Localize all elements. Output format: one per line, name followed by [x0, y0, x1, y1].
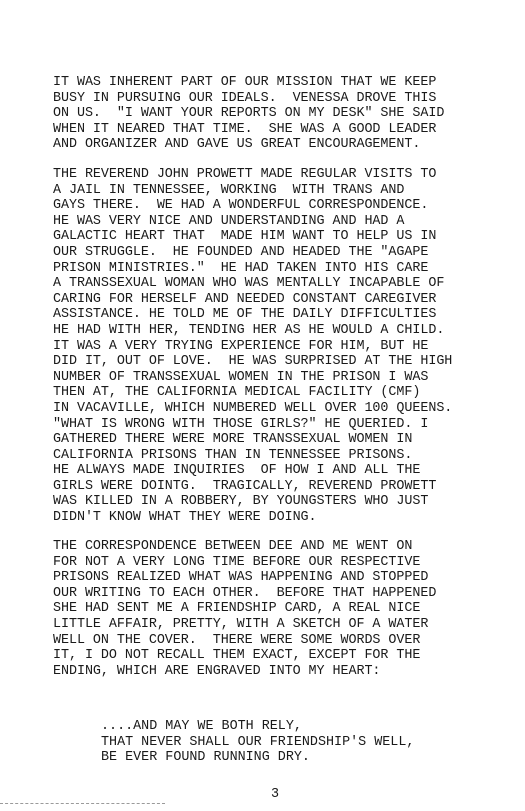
page-number: 3	[271, 787, 280, 802]
text-line: HE ALWAYS MADE INQUIRIES OF HOW I AND ALL THE	[53, 463, 421, 479]
paragraph-reverend-prowett	[53, 167, 515, 526]
verse-quote	[101, 719, 414, 766]
text-line: ON US. "I WANT YOUR REPORTS ON MY DESK" SHE SAID	[53, 106, 445, 122]
text-line: LITTLE AFFAIR, PRETTY, WITH A SKETCH OF A WATER	[53, 616, 429, 632]
text-line: SHE HAD SENT ME A FRIENDSHIP CARD, A REAL NICE	[53, 601, 421, 617]
text-line: DIDN'T KNOW WHAT THEY WERE DOING.	[53, 510, 317, 526]
paragraph-correspondence	[53, 539, 515, 679]
text-line: A TRANSSEXUAL WOMAN WHO WAS MENTALLY INCAPABLE OF	[53, 276, 445, 292]
text-line: THE CORRESPONDENCE BETWEEN DEE AND ME WENT ON	[53, 539, 413, 554]
text-line: PRISONS REALIZED WHAT WAS HAPPENING AND STOPPED	[53, 570, 429, 586]
text-line: WHEN IT NEARED THAT TIME. SHE WAS A GOOD LEADER	[53, 121, 437, 137]
text-line: IT, I DO NOT RECALL THEM EXACT, EXCEPT FOR THE	[53, 648, 421, 664]
verse-line: BE EVER FOUND RUNNING DRY.	[101, 750, 310, 766]
text-line: THE REVEREND JOHN PROWETT MADE REGULAR VISITS TO	[53, 167, 437, 182]
text-line: OUR WRITING TO EACH OTHER. BEFORE THAT HAPPENED	[53, 585, 437, 601]
text-line: NUMBER OF TRANSSEXUAL WOMEN IN THE PRISON I WAS	[53, 369, 429, 385]
text-line: HE HAD WITH HER, TENDING HER AS HE WOULD A CHILD.	[53, 322, 445, 338]
text-line: FOR NOT A VERY LONG TIME BEFORE OUR RESPECTIVE	[53, 554, 421, 570]
text-line: OUR STRUGGLE. HE FOUNDED AND HEADED THE "AGAPE	[53, 244, 429, 260]
text-line: WAS KILLED IN A ROBBERY, BY YOUNGSTERS WHO JUST	[53, 494, 429, 510]
paragraph-mission	[53, 75, 515, 153]
text-line: IT WAS A VERY TRYING EXPERIENCE FOR HIM, BUT HE	[53, 338, 429, 354]
text-line: HE WAS VERY NICE AND UNDERSTANDING AND HAD A	[53, 213, 405, 229]
text-line: A JAIL IN TENNESSEE, WORKING WITH TRANS AND	[53, 182, 405, 198]
text-line: PRISON MINISTRIES." HE HAD TAKEN INTO HIS CARE	[53, 260, 429, 276]
text-line: "WHAT IS WRONG WITH THOSE GIRLS?" HE QUERIED. I	[53, 416, 429, 432]
text-line: BUSY IN PURSUING OUR IDEALS. VENESSA DROVE THIS	[53, 90, 437, 106]
text-line: IT WAS INHERENT PART OF OUR MISSION THAT WE KEEP	[53, 75, 437, 90]
text-line: ENDING, WHICH ARE ENGRAVED INTO MY HEART:	[53, 663, 381, 679]
text-line: IN VACAVILLE, WHICH NUMBERED WELL OVER 100 QUEENS.	[53, 400, 453, 416]
text-line: DID IT, OUT OF LOVE. HE WAS SURPRISED AT THE HIGH	[53, 354, 453, 370]
verse-line: THAT NEVER SHALL OUR FRIENDSHIP'S WELL,	[101, 734, 415, 750]
text-line: WELL ON THE COVER. THERE WERE SOME WORDS OVER	[53, 632, 421, 648]
text-line: CARING FOR HERSELF AND NEEDED CONSTANT CAREGIVER	[53, 291, 437, 307]
verse-line: ....AND MAY WE BOTH RELY,	[101, 719, 302, 734]
text-line: THEN AT, THE CALIFORNIA MEDICAL FACILITY (CMF)	[53, 385, 421, 401]
text-line: CALIFORNIA PRISONS THAN IN TENNESSEE PRISONS.	[53, 447, 413, 463]
text-line: GAYS THERE. WE HAD A WONDERFUL CORRESPONDENCE.	[53, 198, 429, 214]
text-line: AND ORGANIZER AND GAVE US GREAT ENCOURAGEMENT.	[53, 137, 421, 153]
text-line: GATHERED THERE WERE MORE TRANSSEXUAL WOMEN IN	[53, 432, 413, 448]
text-line: GIRLS WERE DOINTG. TRAGICALLY, REVEREND PROWETT	[53, 478, 437, 494]
text-line: ASSISTANCE. HE TOLD ME OF THE DAILY DIFFICULTIES	[53, 307, 437, 323]
scan-artifact-line	[0, 803, 165, 804]
text-line: GALACTIC HEART THAT MADE HIM WANT TO HELP US IN	[53, 229, 437, 245]
